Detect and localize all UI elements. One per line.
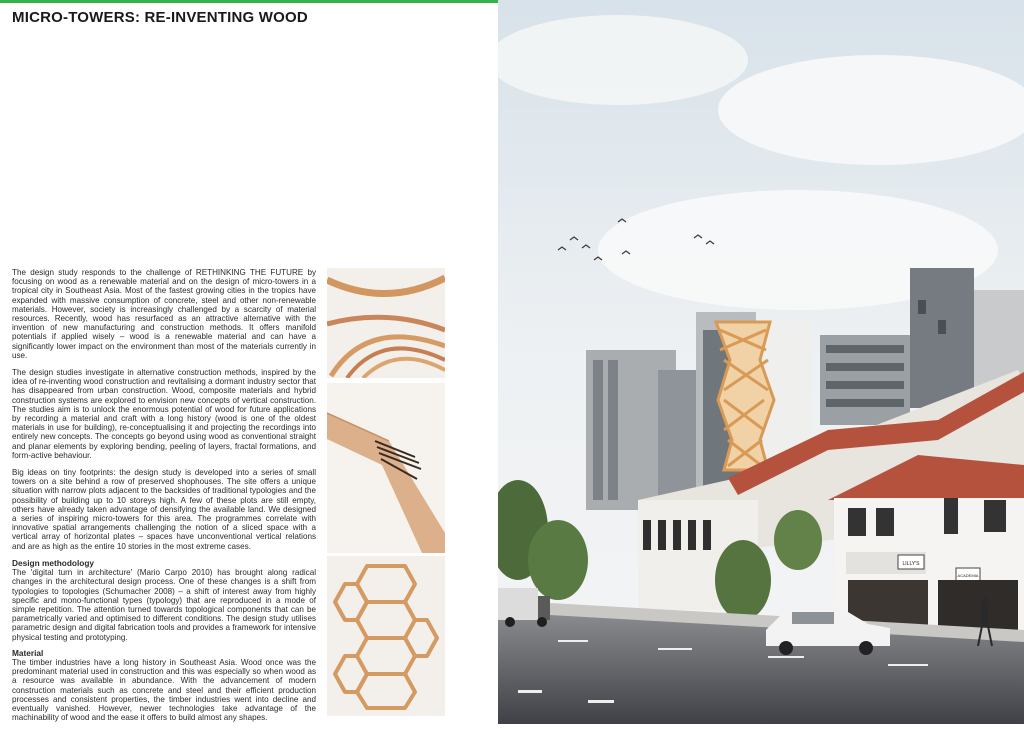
bent-wood-photo — [327, 268, 445, 378]
description-column — [12, 268, 316, 729]
shop-sign-academia: ACADEMIA — [957, 573, 979, 578]
material-heading: Material — [12, 647, 44, 658]
wood-joint-photo — [327, 383, 445, 553]
hex-shelf-model-photo — [327, 556, 445, 716]
material-section — [12, 649, 316, 723]
methodology-text: The 'digital turn in architecture' (Mario Carpo 2010) has brought along radical changes in the architectural design process. One of these changes is a shift from typologies to topologies (Schumacher 2008) – a shift of interest away from highly specific and mono-functional types (typology) that are reproduced in a mode of simple repetition. The attention turned towards topological components that can be parametrically varied and optimised to different conditions. The design study utilises parametric design and digital fabrication tools and provides a framework for intensive physical testing and prototyping. — [12, 568, 316, 642]
methodology-section — [12, 559, 316, 642]
intro-paragraph: The design study responds to the challenge of RETHINKING THE FUTURE by focusing on wood as a renewable material and on the design of micro-towers in a tropical city in Southeast Asia. Most of the fastest growing cities in the tropics have expanded with massive consumption of concrete, steel and other non-renewable materials. However, society is increasingly challenged by a scarcity of material resources. Recently, wood has resurfaced as an attractive alternative with the invention of new manufacturing and construction methods. It offers manifold potentials if applied wisely – wood is a renewable material and can have a significantly lower impact on the environment than most of the materials currently in use. — [12, 268, 316, 360]
ideas-paragraph: Big ideas on tiny footprints: the design study is developed into a series of small towers on a site behind a row of preserved shophouses. The site offers a unique situation with narrow plots adjacent to the backsides of traditional typologies and the possibility of building up to 10 storeys high. A few of these plots are still empty, others have already taken advantage of densifying the available land. We designed a series of inspiring micro-towers for this area. The programmes correlate with innovative spatial arrangements challenging the notion of a sliced space with a vertical array of horizontal plates – spaces have unconventional vertical relations and are as high as the entire 10 stories in the most extreme cases. — [12, 468, 316, 551]
shop-sign-lillys: LILLY'S — [902, 561, 920, 567]
studies-paragraph: The design studies investigate in alternative construction methods, inspired by the idea of re-inventing wood construction and revitalising a dormant industry sector that has disappeared from urban construction. Wood, composite materials and hybrid construction systems are explored to envision new concepts of vertical construction. The studies aim is to unlock the enormous potential of wood for future applications by recording a material and craft with a long history (wood is one of the oldest materials in use for building), re-conceptualising it and projecting the recordings into entirely new concepts. The concepts go beyond using wood as conventional straight and planar elements by exploring bending, peeling of layers, fractal formations, and form-active behaviour. — [12, 368, 316, 460]
material-text: The timber industries have a long history in Southeast Asia. Wood once was the predominant material used in construction and this was especially so when wood as a resource was available in abundance. With the advancement of modern construction materials such as concrete and steel and their efficient production processes and consistent properties, the timber industries went into decline and eventually vanished. However, newer technologies take advantage of the machinability of wood and the ease it offers to build almost any shapes. — [12, 657, 316, 723]
methodology-heading: Design methodology — [12, 557, 95, 568]
page-title: MICRO-TOWERS: RE-INVENTING WOOD — [12, 9, 308, 26]
street-render-image — [498, 0, 1024, 724]
